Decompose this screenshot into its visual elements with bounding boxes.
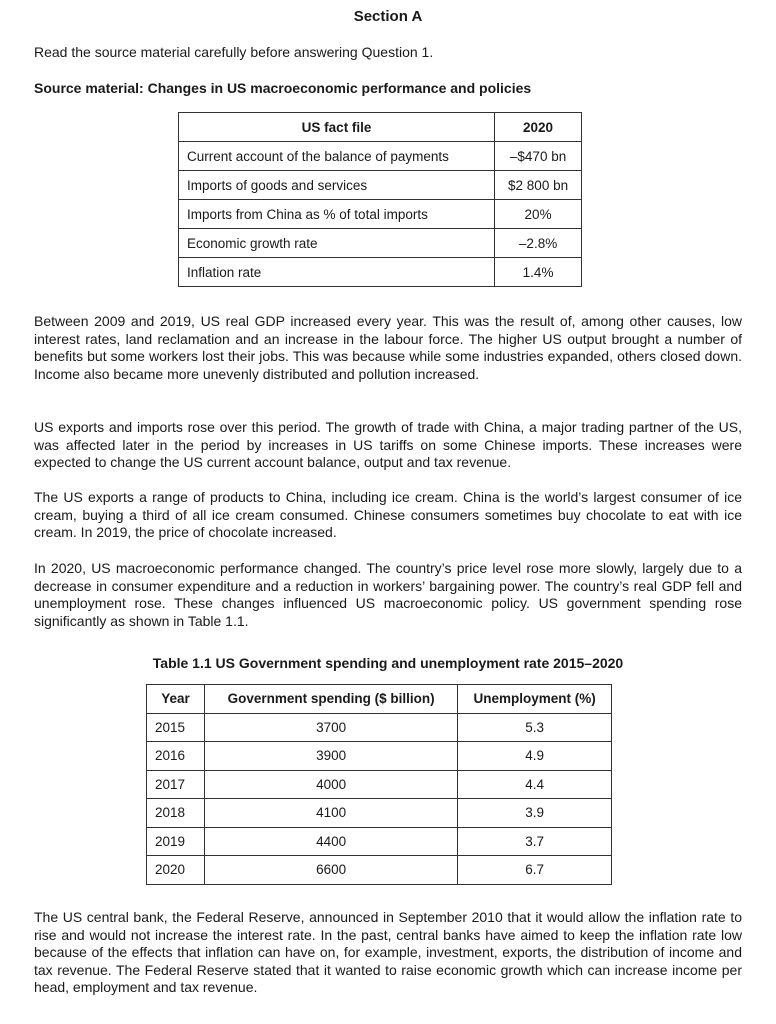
table-row <box>147 799 612 828</box>
spending-cell: 4100 <box>204 799 457 828</box>
spending-cell: 4000 <box>204 770 457 799</box>
paragraph-ice-cream: The US exports a range of products to China, including ice cream. China is the world’s largest consumer of ice cream, buying a third of all ice cream consumed. Chinese consumers sometimes buy chocolate to eat with ice cream. In 2019, the price of chocolate increased. <box>34 489 742 540</box>
value-cell: $2 800 bn <box>495 171 582 200</box>
spending-cell: 6600 <box>204 856 457 885</box>
table-row <box>179 142 582 171</box>
value-cell: –$470 bn <box>495 142 582 171</box>
indicator-cell: Imports from China as % of total imports <box>179 200 495 229</box>
table-row <box>147 827 612 856</box>
unemployment-cell: 5.3 <box>458 713 612 742</box>
intro-text: Read the source material carefully before answering Question 1. <box>34 44 434 60</box>
table-caption: Table 1.1 US Government spending and unemployment rate 2015–2020 <box>152 655 624 671</box>
government-spending-table <box>146 684 612 885</box>
unemployment-cell: 6.7 <box>458 856 612 885</box>
table-row <box>147 770 612 799</box>
year-cell: 2018 <box>147 799 205 828</box>
column-header: Year <box>147 685 205 714</box>
table-header-row <box>179 113 582 142</box>
table-row <box>147 713 612 742</box>
paragraph-gdp-growth: Between 2009 and 2019, US real GDP increased every year. This was the result of, among other causes, low interest rates, land reclamation and an increase in the labour force. The higher US output brought a number of benefits but some workers lost their jobs. This was because while some industries expanded, others closed down. Income also became more unevenly distributed and pollution increased. <box>34 313 742 382</box>
value-cell: 20% <box>495 200 582 229</box>
indicator-cell: Inflation rate <box>179 258 495 287</box>
paragraph-federal-reserve: The US central bank, the Federal Reserve, announced in September 2010 that it would allow the inflation rate to rise and would not increase the interest rate. In the past, central banks have aimed to keep the inflation rate low because of the effects that inflation can have on, for example, investment, exports, the distribution of income and tax revenue. The Federal Reserve stated that it wanted to raise economic growth which can increase income per head, employment and tax revenue. <box>34 909 742 995</box>
section-title: Section A <box>353 8 423 25</box>
spending-cell: 4400 <box>204 827 457 856</box>
table-row <box>179 229 582 258</box>
spending-cell: 3900 <box>204 742 457 771</box>
year-cell: 2019 <box>147 827 205 856</box>
table-row <box>147 856 612 885</box>
unemployment-cell: 4.4 <box>458 770 612 799</box>
table-row <box>179 258 582 287</box>
table-row <box>179 171 582 200</box>
unemployment-cell: 3.9 <box>458 799 612 828</box>
table-header-row <box>147 685 612 714</box>
table-row <box>179 200 582 229</box>
indicator-cell: Economic growth rate <box>179 229 495 258</box>
year-cell: 2015 <box>147 713 205 742</box>
spending-cell: 3700 <box>204 713 457 742</box>
value-cell: 1.4% <box>495 258 582 287</box>
us-fact-file-table <box>178 112 582 287</box>
paragraph-trade-china: US exports and imports rose over this period. The growth of trade with China, a major trading partner of the US, was affected later in the period by increases in US tariffs on some Chinese imports. These increases were expected to change the US current account balance, output and tax revenue. <box>34 419 742 470</box>
year-cell: 2016 <box>147 742 205 771</box>
unemployment-cell: 4.9 <box>458 742 612 771</box>
indicator-cell: Imports of goods and services <box>179 171 495 200</box>
unemployment-cell: 3.7 <box>458 827 612 856</box>
year-cell: 2020 <box>147 856 205 885</box>
indicator-cell: Current account of the balance of payments <box>179 142 495 171</box>
table-row <box>147 742 612 771</box>
source-title: Source material: Changes in US macroeconomic performance and policies <box>34 80 532 96</box>
year-cell: 2017 <box>147 770 205 799</box>
column-header: 2020 <box>495 113 582 142</box>
column-header: US fact file <box>179 113 495 142</box>
value-cell: –2.8% <box>495 229 582 258</box>
column-header: Unemployment (%) <box>458 685 612 714</box>
column-header: Government spending ($ billion) <box>204 685 457 714</box>
paragraph-2020-performance: In 2020, US macroeconomic performance changed. The country’s price level rose more slowly, largely due to a decrease in consumer expenditure and a reduction in workers’ bargaining power. The country’s real GDP fell and unemployment rose. These changes influenced US macroeconomic policy. US government spending rose significantly as shown in Table 1.1. <box>34 560 742 629</box>
